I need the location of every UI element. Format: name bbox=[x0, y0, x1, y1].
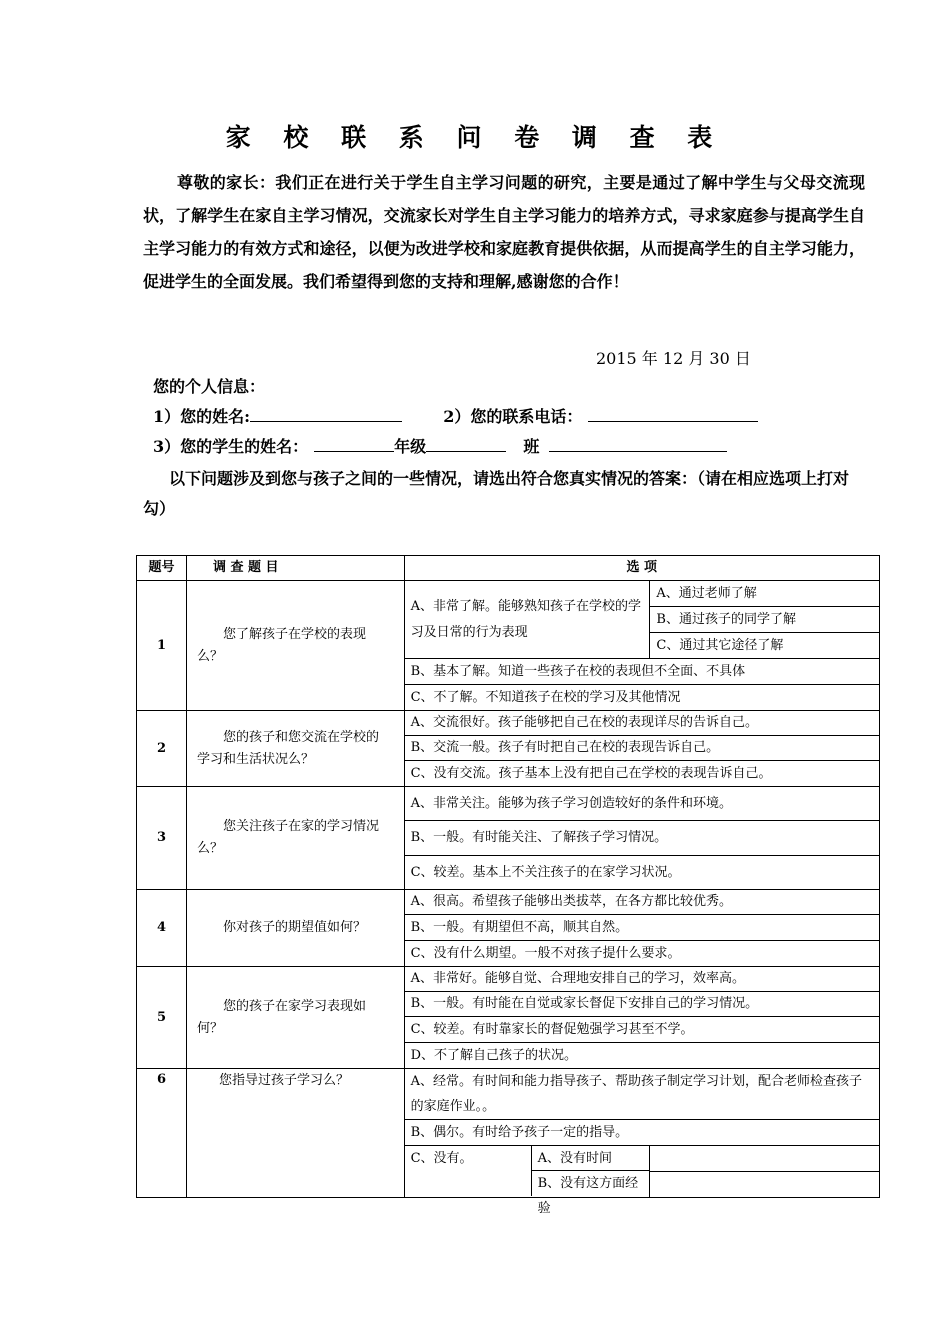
header-question: 调 查 题 目 bbox=[186, 556, 404, 581]
q3-option-a[interactable]: A、非常关注。能够为孩子学习创造较好的条件和环境。 bbox=[404, 787, 879, 821]
q3-option-c[interactable]: C、较差。基本上不关注孩子的在家学习状况。 bbox=[404, 856, 879, 890]
instruction-note: 以下问题涉及到您与孩子之间的一些情况，请选出符合您真实情况的答案：（请在相应选项上打对勾） bbox=[143, 469, 850, 518]
q1-option-a-sub-a[interactable]: A、通过老师了解 bbox=[650, 581, 880, 607]
grade-field[interactable] bbox=[426, 435, 506, 452]
q4-option-b[interactable]: B、一般。有期望但不高，顺其自然。 bbox=[404, 915, 879, 941]
q4-text: 你对孩子的期望值如何？ bbox=[186, 890, 404, 967]
grade-label: 年级 bbox=[394, 437, 427, 456]
q3-option-b[interactable]: B、一般。有时能关注、了解孩子学习情况。 bbox=[404, 821, 879, 856]
q6-option-c-cell bbox=[404, 1146, 650, 1216]
q3-number: 3 bbox=[137, 787, 187, 890]
class-field[interactable] bbox=[549, 435, 727, 452]
q2-text: 您的孩子和您交流在学校的学习和生活状况么？ bbox=[186, 711, 404, 787]
phone-label: 2）您的联系电话： bbox=[443, 407, 583, 426]
header-number: 题号 bbox=[137, 556, 187, 581]
q1-option-a[interactable]: A、非常了解。能够熟知孩子在学校的学习及日常的行为表现 bbox=[404, 581, 650, 659]
info-line-1 bbox=[153, 404, 758, 427]
date: 2015 年 12 月 30 日 bbox=[596, 349, 751, 368]
student-label: 3）您的学生的姓名： bbox=[153, 437, 309, 456]
page-title: 家 校 联 系 问 卷 调 查 表 bbox=[225, 123, 725, 152]
name-field[interactable] bbox=[250, 405, 402, 422]
q1-option-b[interactable]: B、基本了解。知道一些孩子在校的表现但不全面、不具体 bbox=[404, 659, 879, 685]
q4-option-a[interactable]: A、很高。希望孩子能够出类拔萃，在各方都比较优秀。 bbox=[404, 890, 879, 915]
info-title: 您的个人信息： bbox=[153, 377, 266, 396]
header-options: 选 项 bbox=[404, 556, 879, 581]
q2-option-b[interactable]: B、交流一般。孩子有时把自己在校的表现告诉自己。 bbox=[404, 736, 879, 761]
q5-option-c[interactable]: C、较差。有时靠家长的督促勉强学习甚至不学。 bbox=[404, 1017, 879, 1043]
q6-option-c[interactable]: C、没有。 bbox=[410, 1151, 473, 1166]
phone-field[interactable] bbox=[588, 405, 758, 422]
q6-number: 6 bbox=[137, 1069, 187, 1198]
q5-option-b[interactable]: B、一般。有时能在自觉或家长督促下安排自己的学习情况。 bbox=[404, 992, 879, 1017]
q5-text: 您的孩子在家学习表现如何？ bbox=[186, 967, 404, 1069]
q1-number: 1 bbox=[137, 581, 187, 711]
q2-option-c[interactable]: C、没有交流。孩子基本上没有把自己在学校的表现告诉自己。 bbox=[404, 761, 879, 787]
q3-text: 您关注孩子在家的学习情况么？ bbox=[186, 787, 404, 890]
q2-option-a[interactable]: A、交流很好。孩子能够把自己在校的表现详尽的告诉自己。 bbox=[404, 711, 879, 736]
q6-option-a[interactable]: A、经常。有时间和能力指导孩子、帮助孩子制定学习计划，配合老师检查孩子的家庭作业。。 bbox=[404, 1069, 879, 1120]
student-name-field[interactable] bbox=[314, 435, 394, 452]
info-line-2 bbox=[153, 434, 727, 457]
class-label: 班 bbox=[523, 437, 540, 456]
q1-option-a-sub-c[interactable]: C、通过其它途径了解 bbox=[650, 633, 880, 659]
q5-option-d[interactable]: D、不了解自己孩子的状况。 bbox=[404, 1043, 879, 1069]
q6-option-b[interactable]: B、偶尔。有时给予孩子一定的指导。 bbox=[404, 1120, 879, 1146]
q5-number: 5 bbox=[137, 967, 187, 1069]
q1-text: 您了解孩子在学校的表现么？ bbox=[186, 581, 404, 711]
q4-option-c[interactable]: C、没有什么期望。一般不对孩子提什么要求。 bbox=[404, 941, 879, 967]
q2-number: 2 bbox=[137, 711, 187, 787]
q1-option-c[interactable]: C、不了解。不知道孩子在校的学习及其他情况 bbox=[404, 685, 879, 711]
q6-option-c-sub-b[interactable]: B、没有这方面经验 bbox=[537, 1176, 639, 1216]
q4-number: 4 bbox=[137, 890, 187, 967]
q6-option-c-sub-a[interactable]: A、没有时间 bbox=[532, 1146, 650, 1171]
q6-filler bbox=[650, 1146, 880, 1198]
intro-paragraph: 尊敬的家长：我们正在进行关于学生自主学习问题的研究，主要是通过了解中学生与父母交流现状，了解学生在家自主学习情况，交流家长对学生自主学习能力的培养方式，寻求家庭参与提高学生自主学习能力的有效方式和途径，以便为改进学校和家庭教育提供依据，从而提高学生的自主学习能力，促进学生的全面发展。我们希望得到您的支持和理解,感谢您的合作！ bbox=[143, 173, 865, 291]
q1-option-a-sub-b[interactable]: B、通过孩子的同学了解 bbox=[650, 607, 880, 633]
q5-option-a[interactable]: A、非常好。能够自觉、合理地安排自己的学习，效率高。 bbox=[404, 967, 879, 992]
survey-table bbox=[136, 555, 880, 1216]
q6-text: 您指导过孩子学习么？ bbox=[186, 1069, 404, 1198]
name-label: 1）您的姓名: bbox=[153, 407, 251, 426]
